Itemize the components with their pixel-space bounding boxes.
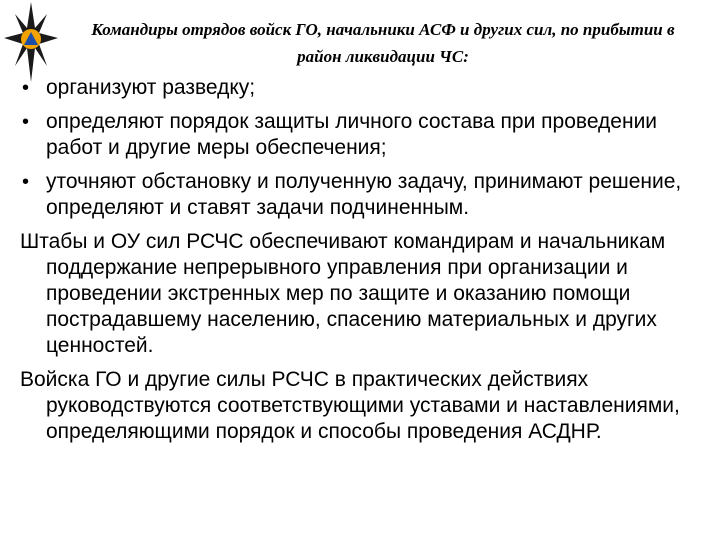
list-item xyxy=(20,169,702,221)
bullet-marker: • xyxy=(22,77,30,99)
paragraph-civil-defense-forces: Войска ГО и другие силы РСЧС в практических действиях руководствуются соответствующими уставами и наставлениями, определяющими порядок и способы проведения АСДНР. xyxy=(20,368,680,443)
list-item xyxy=(20,75,702,101)
list-item xyxy=(20,109,702,161)
bullet-list xyxy=(20,75,702,221)
paragraph-headquarters: Штабы и ОУ сил РСЧС обеспечивают командирам и начальникам поддержание непрерывного управления при организации и проведении экстренных мер по защите и оказанию помощи пострадавшему населению, спасению материальных и других ценностей. xyxy=(20,230,666,357)
slide-content xyxy=(20,75,702,453)
list-item-text: определяют порядок защиты личного состава при проведении работ и другие меры обеспечения; xyxy=(46,110,658,159)
bullet-marker: • xyxy=(22,171,30,193)
civil-defense-emblem-icon xyxy=(2,0,60,84)
slide-title: Командиры отрядов войск ГО, начальники АСФ и других сил, по прибытии в район ликвидации ЧС: xyxy=(91,20,675,66)
list-item-text: уточняют обстановку и полученную задачу, принимают решение, определяют и ставят задачи подчиненным. xyxy=(46,170,682,219)
bullet-marker: • xyxy=(22,111,30,133)
list-item-text: организуют разведку; xyxy=(46,76,256,99)
